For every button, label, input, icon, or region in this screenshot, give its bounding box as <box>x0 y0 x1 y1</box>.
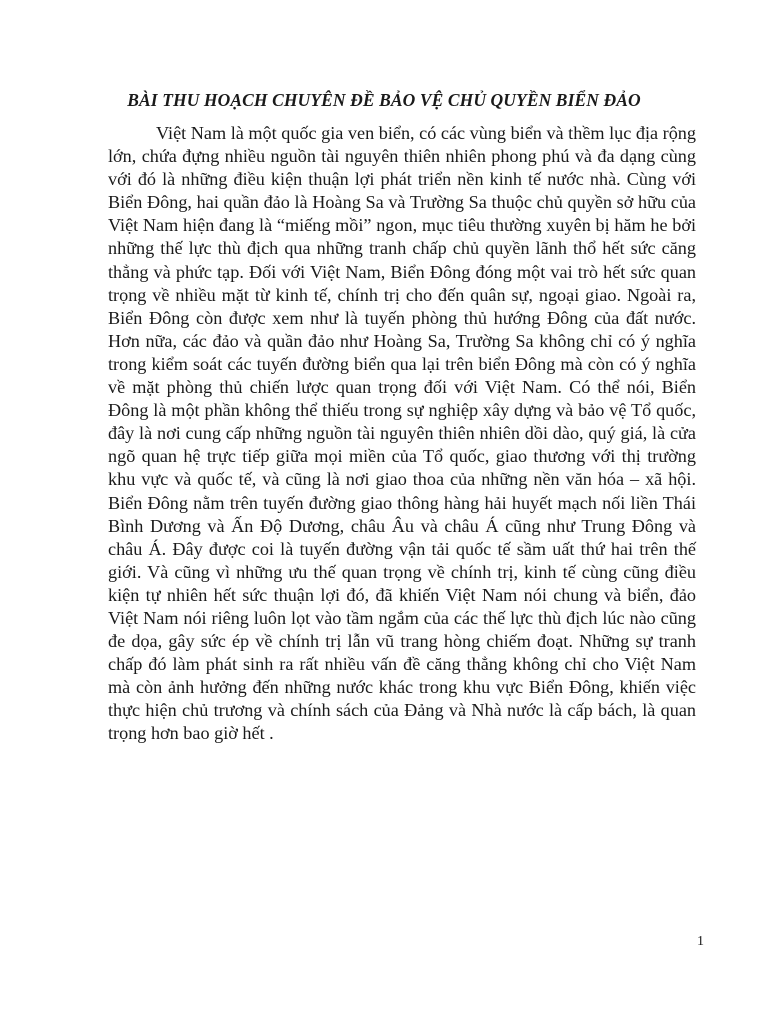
page-number: 1 <box>697 934 704 949</box>
body-paragraph: Việt Nam là một quốc gia ven biển, có các vùng biển và thềm lục địa rộng lớn, chứa đựng nhiều nguồn tài nguyên thiên nhiên phong phú và đa dạng cùng với đó là những điều kiện thuận lợi phát triển nền kinh tế nước nhà. Cùng với Biển Đông, hai quần đảo là Hoàng Sa và Trường Sa thuộc chủ quyền sở hữu của Việt Nam hiện đang là “miếng mồi” ngon, mục tiêu thường xuyên bị hăm he bởi những thế lực thù địch qua những tranh chấp chủ quyền lãnh thổ hết sức căng thẳng và phức tạp. Đối với Việt Nam, Biển Đông đóng một vai trò hết sức quan trọng về nhiều mặt từ kinh tế, chính trị cho đến quân sự, ngoại giao. Ngoài ra, Biển Đông còn được xem như là tuyến phòng thủ hướng Đông của đất nước. Hơn nữa, các đảo và quần đảo như Hoàng Sa, Trường Sa không chỉ có ý nghĩa trong kiểm soát các tuyến đường biển qua lại trên biển Đông mà còn có ý nghĩa về mặt phòng thủ chiến lược quan trọng đối với Việt Nam. Có thể nói, Biển Đông là một phần không thể thiếu trong sự nghiệp xây dựng và bảo vệ Tổ quốc, đây là nơi cung cấp những nguồn tài nguyên thiên nhiên dồi dào, quý giá, là cửa ngõ quan hệ trực tiếp giữa mọi miền của Tổ quốc, giao thương với thị trường khu vực và quốc tế, và cũng là nơi giao thoa của những nền văn hóa – xã hội. Biển Đông nằm trên tuyến đường giao thông hàng hải huyết mạch nối liền Thái Bình Dương và Ấn Độ Dương, châu Âu và châu Á cũng như Trung Đông và châu Á. Đây được coi là tuyến đường vận tải quốc tế sầm uất thứ hai trên thế giới. Và cũng vì những ưu thế quan trọng về chính trị, kinh tế cùng cũng điều kiện tự nhiên hết sức thuận lợi đó, đã khiến Việt Nam nói chung và biển, đảo Việt Nam nói riêng luôn lọt vào tầm ngắm của các thế lực thù địch lúc nào cũng đe dọa, gây sức ép về chính trị lẫn vũ trang hòng chiếm đoạt. Những sự tranh chấp đó làm phát sinh ra rất nhiều vấn đề căng thẳng không chỉ cho Việt Nam mà còn ảnh hưởng đến những nước khác trong khu vực Biển Đông, khiến việc thực hiện chủ trương và chính sách của Đảng và Nhà nước là cấp bách, là quan trọng hơn bao giờ hết . <box>108 123 696 744</box>
document-title: BÀI THU HOẠCH CHUYÊN ĐỀ BẢO VỆ CHỦ QUYỀN BIỂN ĐẢO <box>127 90 641 110</box>
